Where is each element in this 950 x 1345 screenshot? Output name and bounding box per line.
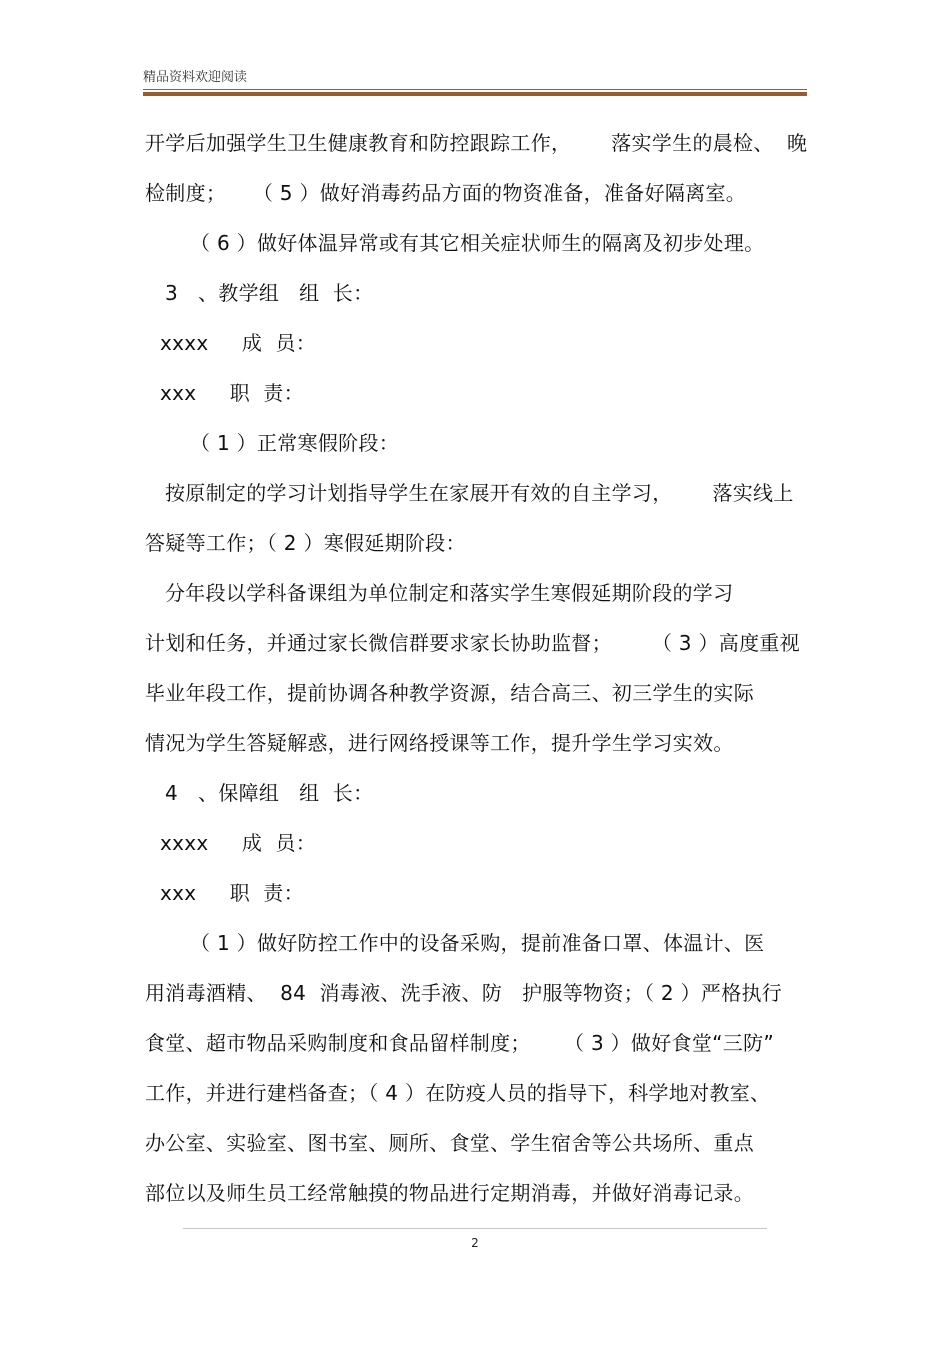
footer-divider — [183, 1228, 767, 1229]
section-heading: 3 、教学组 组 长： — [165, 281, 374, 305]
section-heading: 4 、保障组 组 长： — [165, 781, 374, 805]
body-line: 毕业年段工作，提前协调各种教学资源，结合高三、初三学生的实际 — [145, 681, 754, 705]
body-line: 办公室、实验室、图书室、厕所、食堂、学生宿舍等公共场所、重点 — [145, 1131, 754, 1155]
body-line: 分年段以学科备课组为单位制定和落实学生寒假延期阶段的学习 — [165, 581, 734, 605]
body-line: （ 1 ）正常寒假阶段： — [190, 431, 400, 455]
body-line: 检制度； （ 5 ）做好消毒药品方面的物资准备，准备好隔离室。 — [145, 181, 747, 205]
body-line: 情况为学生答疑解惑，进行网络授课等工作，提升学生学习实效。 — [145, 731, 734, 755]
body-line: xxx 职 责： — [160, 881, 304, 905]
page-number: 2 — [471, 1236, 479, 1250]
body-line: 部位以及师生员工经常触摸的物品进行定期消毒，并做好消毒记录。 — [145, 1181, 754, 1205]
body-line: 计划和任务，并通过家长微信群要求家长协助监督； （ 3 ）高度重视 — [145, 631, 800, 655]
page-header: 精品资料欢迎阅读 — [143, 70, 248, 85]
body-line: 开学后加强学生卫生健康教育和防控跟踪工作， 落实学生的晨检、 晚 — [145, 131, 808, 155]
body-line: 按原制定的学习计划指导学生在家展开有效的自主学习， 落实线上 — [165, 481, 794, 505]
body-line: （ 6 ）做好体温异常或有其它相关症状师生的隔离及初步处理。 — [190, 231, 765, 255]
body-line: 工作，并进行建档备查；（ 4 ）在防疫人员的指导下，科学地对教室、 — [145, 1081, 771, 1105]
body-line: 用消毒酒精、 84 消毒液、洗手液、防 护服等物资；（ 2 ）严格执行 — [145, 981, 783, 1005]
body-line: xxxx 成 员： — [160, 831, 317, 855]
body-line: 食堂、超市物品采购制度和食品留样制度； （ 3 ）做好食堂“三防” — [145, 1031, 775, 1055]
header-divider-thick — [143, 92, 807, 96]
body-line: xxxx 成 员： — [160, 331, 317, 355]
body-line: xxx 职 责： — [160, 381, 304, 405]
body-line: 答疑等工作；（ 2 ）寒假延期阶段： — [145, 531, 466, 555]
body-line: （ 1 ）做好防控工作中的设备采购，提前准备口罩、体温计、医 — [190, 931, 765, 955]
header-divider-thin — [143, 89, 807, 90]
